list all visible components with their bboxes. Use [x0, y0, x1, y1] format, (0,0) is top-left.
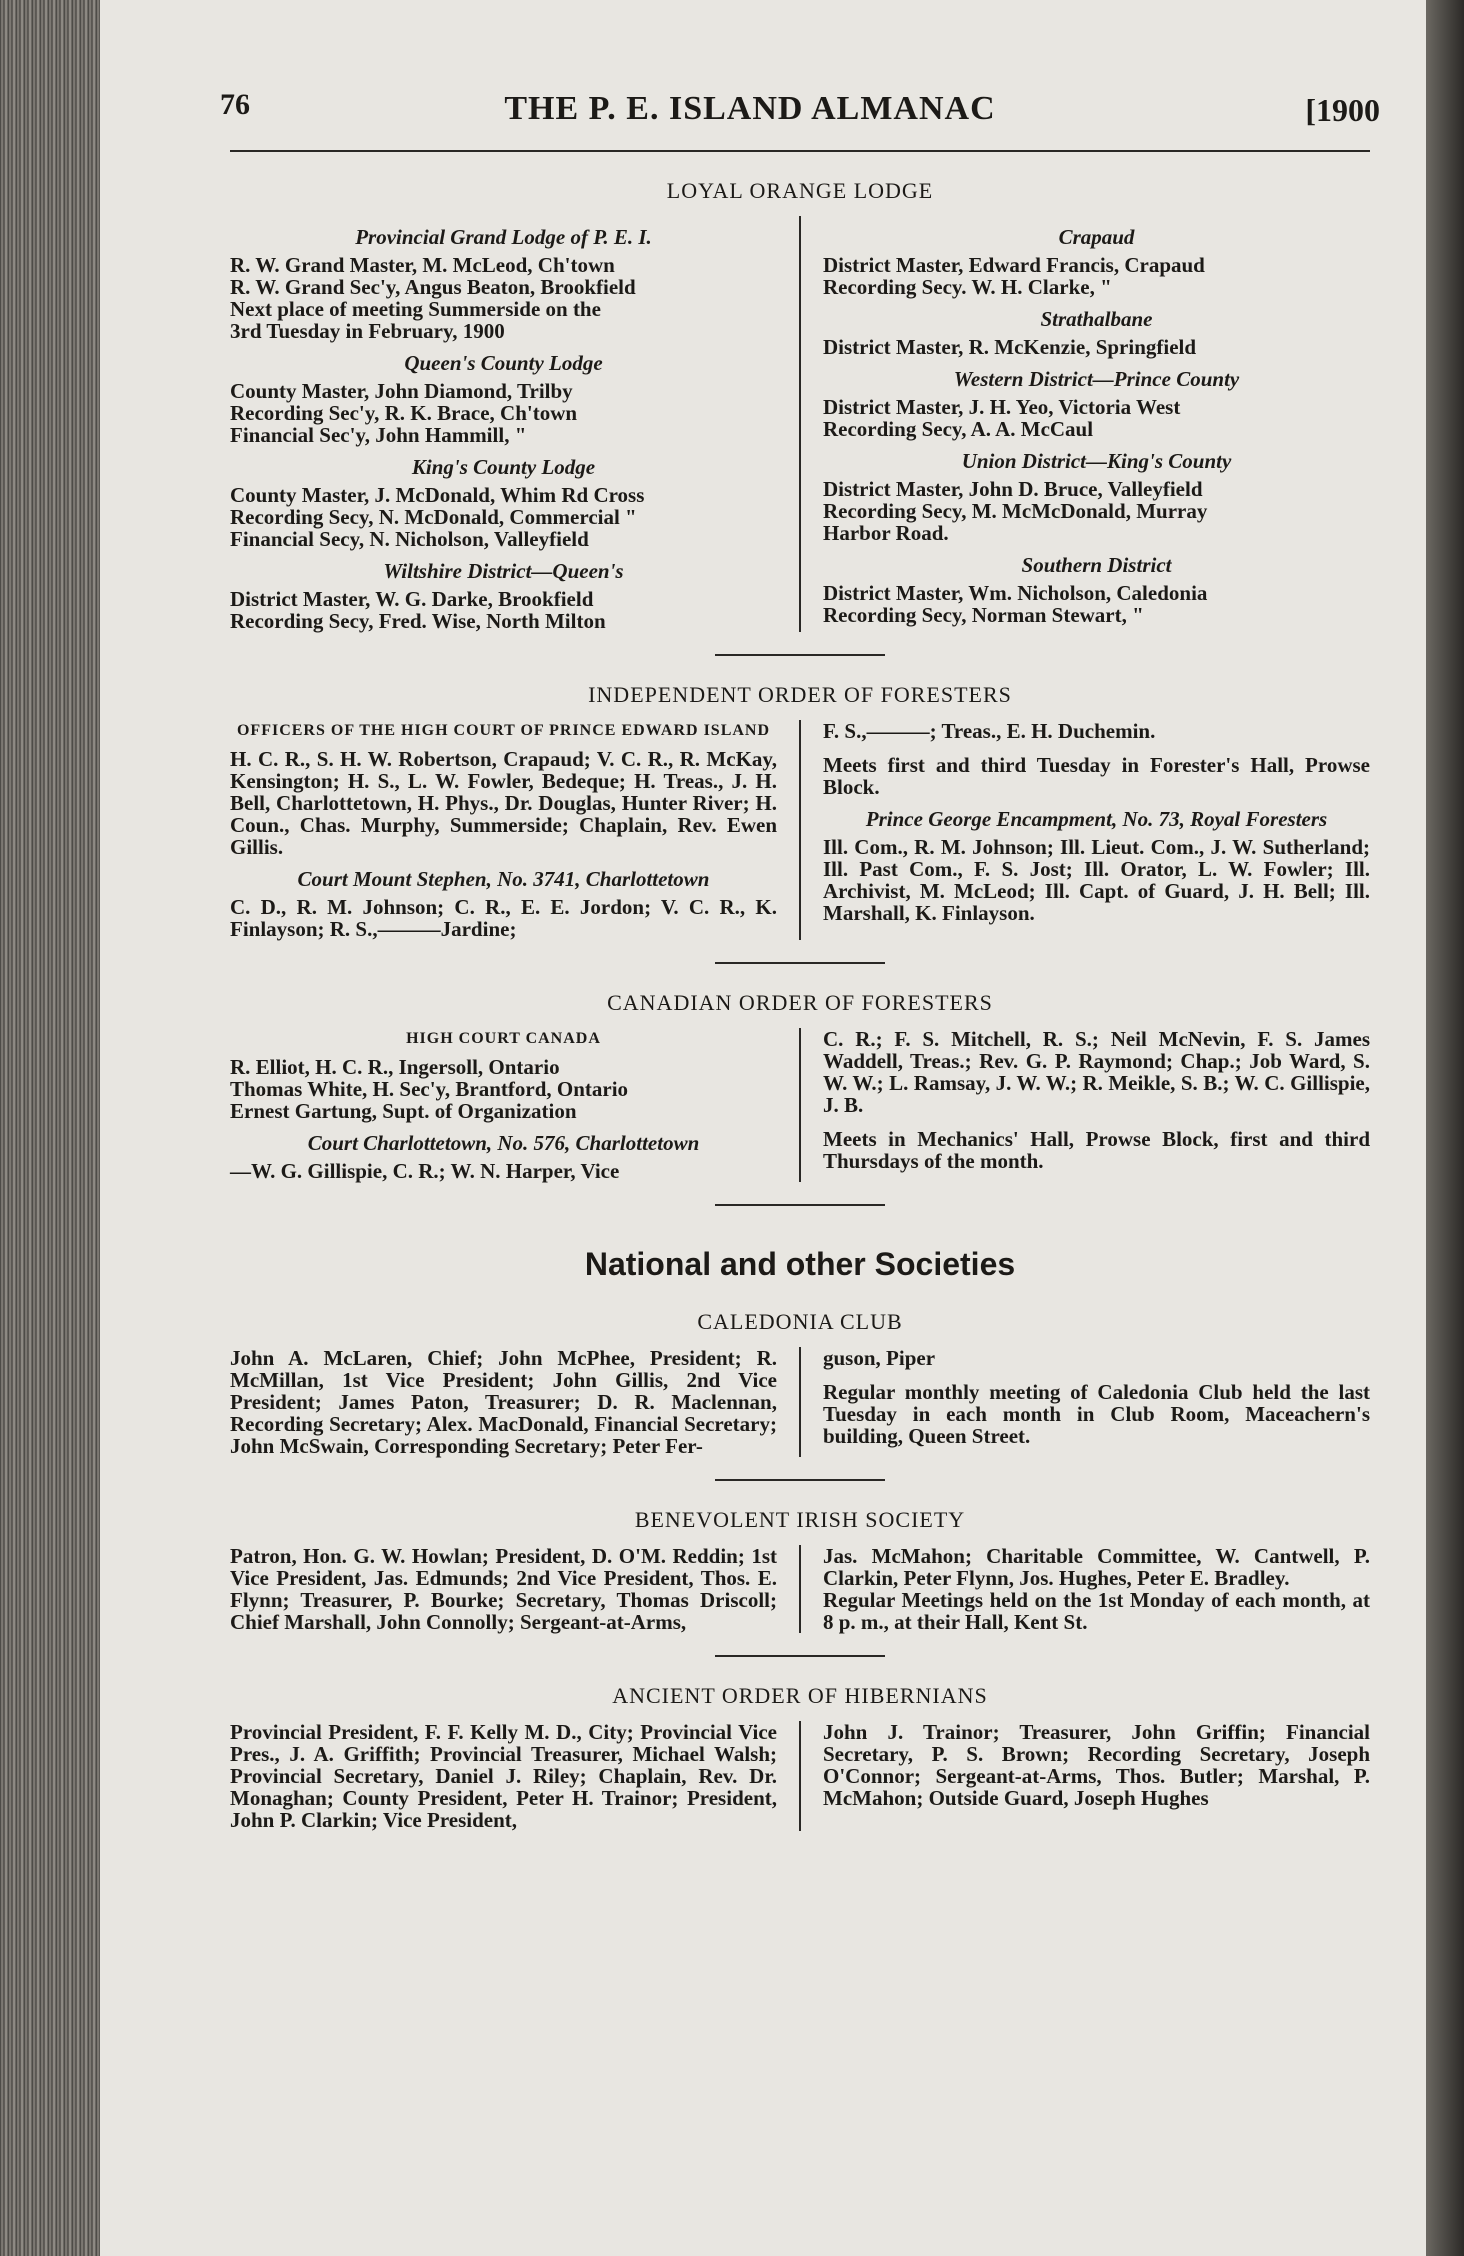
header-rule: [230, 150, 1370, 152]
entry-line: Ernest Gartung, Supt. of Organization: [230, 1099, 577, 1123]
book-page-edges: [0, 0, 100, 2256]
entry-line: District Master, W. G. Darke, Brookfield: [230, 587, 594, 611]
subheading: Court Mount Stephen, No. 3741, Charlottetown: [297, 867, 710, 891]
section-separator: [715, 1204, 885, 1206]
right-column: [799, 1545, 1370, 1633]
entry-paragraph: Regular monthly meeting of Caledonia Club held the last Tuesday in each month in Club Room, Maceachern's building, Queen Street.: [823, 1380, 1370, 1448]
subheading: Queen's County Lodge: [404, 351, 603, 375]
section-title: INDEPENDENT ORDER OF FORESTERS: [588, 682, 1012, 707]
section-title: CANADIAN ORDER OF FORESTERS: [607, 990, 993, 1015]
entry-paragraph: Provincial President, F. F. Kelly M. D., City; Provincial Vice Pres., J. A. Griffith; Provincial Treasurer, Michael Walsh; Provincial Secretary, Daniel J. Riley; Chaplain, Rev. Dr. Monaghan; County President, Peter H. Trainor; President, John P. Clarkin; Vice President,: [230, 1720, 777, 1832]
entry-paragraph: Meets first and third Tuesday in Forester's Hall, Prowse Block.: [823, 753, 1370, 799]
entry-paragraph: C. R.; F. S. Mitchell, R. S.; Neil McNevin, F. S. James Waddell, Treas.; Rev. G. P. Raymond; Chap.; Job Ward, S. W. W.; L. Ramsay, J. W. W.; R. Meikle, S. B.; W. C. Gillispie, J. B.: [823, 1027, 1370, 1117]
subheading: Western District—Prince County: [953, 367, 1240, 391]
page-year: [1900: [1305, 92, 1380, 128]
entry-line: Recording Secy, N. McDonald, Commercial ": [230, 505, 637, 529]
entry-line: Financial Secy, N. Nicholson, Valleyfield: [230, 527, 589, 551]
left-column: [230, 1028, 799, 1182]
caps-subheading: OFFICERS OF THE HIGH COURT OF PRINCE EDWARD ISLAND: [236, 722, 771, 739]
entry-line: R. W. Grand Master, M. McLeod, Ch'town: [230, 253, 615, 277]
left-column: [230, 720, 799, 940]
entry-line: Recording Secy, M. McMcDonald, Murray: [823, 499, 1208, 523]
entry-line: District Master, R. McKenzie, Springfield: [823, 335, 1197, 359]
section-separator: [715, 1655, 885, 1657]
entry-line: Recording Secy. W. H. Clarke, ": [823, 275, 1112, 299]
entry-line: District Master, J. H. Yeo, Victoria West: [823, 395, 1181, 419]
entry-line: Next place of meeting Summerside on the: [230, 297, 601, 321]
left-column: [230, 1347, 799, 1457]
right-column: [799, 216, 1370, 632]
section-irish: [230, 1507, 1370, 1657]
section-iof: [230, 682, 1370, 964]
entry-line: 3rd Tuesday in February, 1900: [230, 319, 505, 343]
subheading: Wiltshire District—Queen's: [383, 559, 624, 583]
national-heading: National and other Societies: [584, 1246, 1016, 1282]
left-column: [230, 216, 799, 632]
entry-paragraph: John J. Trainor; Treasurer, John Griffin; Financial Secretary, P. S. Brown; Recording Secretary, Joseph O'Connor; Sergeant-at-Arms, Thos. Butler; Marshal, P. McMahon; Outside Guard, Joseph Hughes: [823, 1720, 1370, 1810]
right-column: [799, 1347, 1370, 1457]
book-right-shadow: [1426, 0, 1464, 2256]
subheading: Union District—King's County: [961, 449, 1232, 473]
entry-paragraph: C. D., R. M. Johnson; C. R., E. E. Jordon; V. C. R., K. Finlayson; R. S.,———Jardine;: [230, 895, 777, 941]
page-number: 76: [220, 88, 250, 121]
entry-paragraph: Regular Meetings held on the 1st Monday of each month, at 8 p. m., at their Hall, Kent St.: [823, 1588, 1370, 1634]
section-title: CALEDONIA CLUB: [697, 1309, 903, 1334]
entry-line: Financial Sec'y, John Hammill, ": [230, 423, 527, 447]
entry-line: District Master, Edward Francis, Crapaud: [823, 253, 1205, 277]
entry-line: R. Elliot, H. C. R., Ingersoll, Ontario: [230, 1055, 560, 1079]
entry-paragraph: Ill. Com., R. M. Johnson; Ill. Lieut. Com., J. W. Sutherland; Ill. Past Com., F. S. Jost; Ill. Orator, L. W. Fowler; Ill. Archivist, M. McLeod; Ill. Capt. of Guard, J. H. Bell; Ill. Marshall, K. Finlayson.: [823, 835, 1370, 925]
section-hibernians: [230, 1683, 1370, 1831]
entry-paragraph: Patron, Hon. G. W. Howlan; President, D. O'M. Reddin; 1st Vice President, Jas. Edmunds; 2nd Vice President, Thos. E. Flynn; Treasurer, P. Bourke; Secretary, Thomas Driscoll; Chief Marshall, John Connolly; Sergeant-at-Arms,: [230, 1544, 777, 1634]
entry-paragraph: John A. McLaren, Chief; John McPhee, President; R. McMillan, 1st Vice President; John Gillis, 2nd Vice President; James Paton, Treasurer; D. R. Maclennan, Recording Secretary; Alex. MacDonald, Financial Secretary; John McSwain, Corresponding Secretary; Peter Fer-: [230, 1346, 777, 1458]
subheading: Southern District: [1021, 553, 1172, 577]
section-title: ANCIENT ORDER OF HIBERNIANS: [612, 1683, 988, 1708]
caps-subheading: HIGH COURT CANADA: [406, 1030, 601, 1047]
section-separator: [715, 1479, 885, 1481]
entry-paragraph: —W. G. Gillispie, C. R.; W. N. Harper, Vice: [230, 1159, 620, 1183]
entry-paragraph: F. S.,———; Treas., E. H. Duchemin.: [823, 719, 1156, 743]
subheading: Prince George Encampment, No. 73, Royal Foresters: [865, 807, 1328, 831]
entry-line: Harbor Road.: [823, 521, 949, 545]
subheading: Strathalbane: [1040, 307, 1153, 331]
page-title: THE P. E. ISLAND ALMANAC: [504, 90, 996, 127]
entry-line: Recording Secy, Norman Stewart, ": [823, 603, 1144, 627]
page-header: [120, 70, 1380, 140]
subheading: Court Charlottetown, No. 576, Charlottetown: [307, 1131, 700, 1155]
entry-paragraph: Meets in Mechanics' Hall, Prowse Block, first and third Thursdays of the month.: [823, 1127, 1370, 1173]
section-cof: [230, 990, 1370, 1206]
subheading: King's County Lodge: [411, 455, 596, 479]
right-column: [799, 720, 1370, 940]
section-orange: [230, 178, 1370, 656]
entry-line: County Master, John Diamond, Trilby: [230, 379, 573, 403]
subheading: Provincial Grand Lodge of P. E. I.: [355, 225, 652, 249]
entry-line: Recording Sec'y, R. K. Brace, Ch'town: [230, 401, 578, 425]
entry-paragraph: H. C. R., S. H. W. Robertson, Crapaud; V. C. R., R. McKay, Kensington; H. S., L. W. Fowler, Bedeque; H. Treas., J. H. Bell, Charlottetown, H. Phys., Dr. Douglas, Hunter River; H. Coun., Chas. Murphy, Summerside; Chaplain, Rev. Ewen Gillis.: [230, 747, 777, 859]
section-title: BENEVOLENT IRISH SOCIETY: [634, 1507, 966, 1532]
right-column: [799, 1028, 1370, 1182]
section-separator: [715, 654, 885, 656]
entry-line: Recording Secy, A. A. McCaul: [823, 417, 1094, 441]
entry-paragraph: guson, Piper: [823, 1346, 936, 1370]
entry-line: District Master, Wm. Nicholson, Caledonia: [823, 581, 1208, 605]
entry-line: Recording Secy, Fred. Wise, North Milton: [230, 609, 606, 633]
section-separator: [715, 962, 885, 964]
subheading: Crapaud: [1058, 225, 1135, 249]
national-societies: [230, 1246, 1370, 1283]
entry-line: District Master, John D. Bruce, Valleyfield: [823, 477, 1203, 501]
entry-line: Thomas White, H. Sec'y, Brantford, Ontario: [230, 1077, 629, 1101]
page-content: [120, 70, 1380, 1831]
entry-paragraph: Jas. McMahon; Charitable Committee, W. Cantwell, P. Clarkin, Peter Flynn, Jos. Hughes, Peter E. Bradley.: [823, 1544, 1370, 1590]
right-column: [799, 1721, 1370, 1831]
section-title: LOYAL ORANGE LODGE: [666, 178, 934, 203]
entry-line: R. W. Grand Sec'y, Angus Beaton, Brookfield: [230, 275, 636, 299]
section-caledonia: [230, 1309, 1370, 1481]
left-column: [230, 1545, 799, 1633]
left-column: [230, 1721, 799, 1831]
entry-line: County Master, J. McDonald, Whim Rd Cross: [230, 483, 645, 507]
